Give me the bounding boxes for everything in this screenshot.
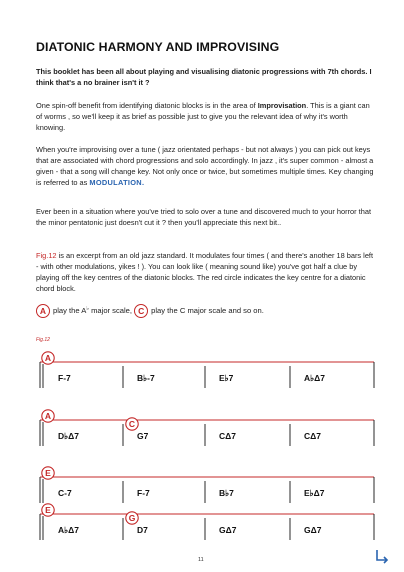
legend-c-text: play the C major scale and so on. <box>151 306 264 315</box>
chord-symbol: D♭Δ7 <box>58 431 79 441</box>
key-marker-letter: A <box>44 353 52 364</box>
chord-symbol: CΔ7 <box>304 431 321 441</box>
fig-reference: Fig.12 <box>36 251 57 260</box>
chord-symbol: B♭7 <box>219 488 234 498</box>
legend-a-text-2: major scale, <box>88 306 133 315</box>
key-marker-letter: E <box>45 505 51 516</box>
key-marker-c-legend: C <box>134 304 148 318</box>
legend-a-text-1: play the A <box>53 306 87 315</box>
para3-text-a: When you're improvising over a tune ( jazz orientated perhaps - but not always ) you can pick out keys that are associated with chord progressions and solo accordingly. In jazz , it's super common - almost a given - that a song will change key. Not only once or twice, but sometimes multiple times. Key changing is referred to as <box>36 145 374 187</box>
chord-symbol: B♭-7 <box>137 373 155 383</box>
chord-symbol: E♭7 <box>219 373 234 383</box>
chord-symbol: A♭Δ7 <box>58 525 79 535</box>
chord-symbol: C-7 <box>58 488 72 498</box>
chord-symbol: CΔ7 <box>219 431 236 441</box>
key-marker-letter: G <box>128 513 136 524</box>
chord-symbol: GΔ7 <box>219 525 237 535</box>
improvisation-term: Improvisation <box>257 101 307 110</box>
page-number: 11 <box>198 557 204 563</box>
key-marker-letter: A <box>44 411 52 422</box>
return-arrow-icon[interactable] <box>374 548 390 564</box>
key-marker-letter: E <box>45 468 51 479</box>
key-marker-a-legend: A <box>36 304 50 318</box>
para2-text-a: One spin-off benefit from identifying diatonic blocks is in the area of <box>36 101 258 110</box>
chord-symbol: E♭Δ7 <box>304 488 325 498</box>
chord-symbol: A♭Δ7 <box>304 373 325 383</box>
chord-symbol: G7 <box>137 431 149 441</box>
chord-symbol: F-7 <box>137 488 150 498</box>
chord-symbol: F-7 <box>58 373 71 383</box>
para4-text: Ever been in a situation where you've tried to solo over a tune and discovered much to your horror that the minor pentatonic just doesn't cut it ? then you'll appreciate this next bit.. <box>36 207 372 227</box>
modulation-term: MODULATION. <box>89 178 145 187</box>
figure-label: Fig.12 <box>36 337 50 343</box>
page-title: DIATONIC HARMONY AND IMPROVISING <box>36 40 280 54</box>
chord-symbol: GΔ7 <box>304 525 322 535</box>
intro-text: This booklet has been all about playing and visualising diatonic progressions with 7th chords. I think that's a no brainer isn't it ? <box>36 67 372 87</box>
legend-a-flat: ♭ <box>86 306 89 312</box>
key-marker-letter: C <box>128 419 136 430</box>
para2-text-c: . This is a giant can of worms , so we'll keep it as brief as possible just to give you the relevant idea of why it's worth knowing. <box>36 101 370 132</box>
chord-symbol: D7 <box>137 525 148 535</box>
para5-text: is an excerpt from an old jazz standard. It modulates four times ( and there's another 18 bars left - with other modulations, yikes ! ). You can look like ( meaning sound like) you've got half a clue by playing off the key centres of the diatonic blocks. The red circle indicates the key centre for a diatonic chord block. <box>36 251 374 293</box>
